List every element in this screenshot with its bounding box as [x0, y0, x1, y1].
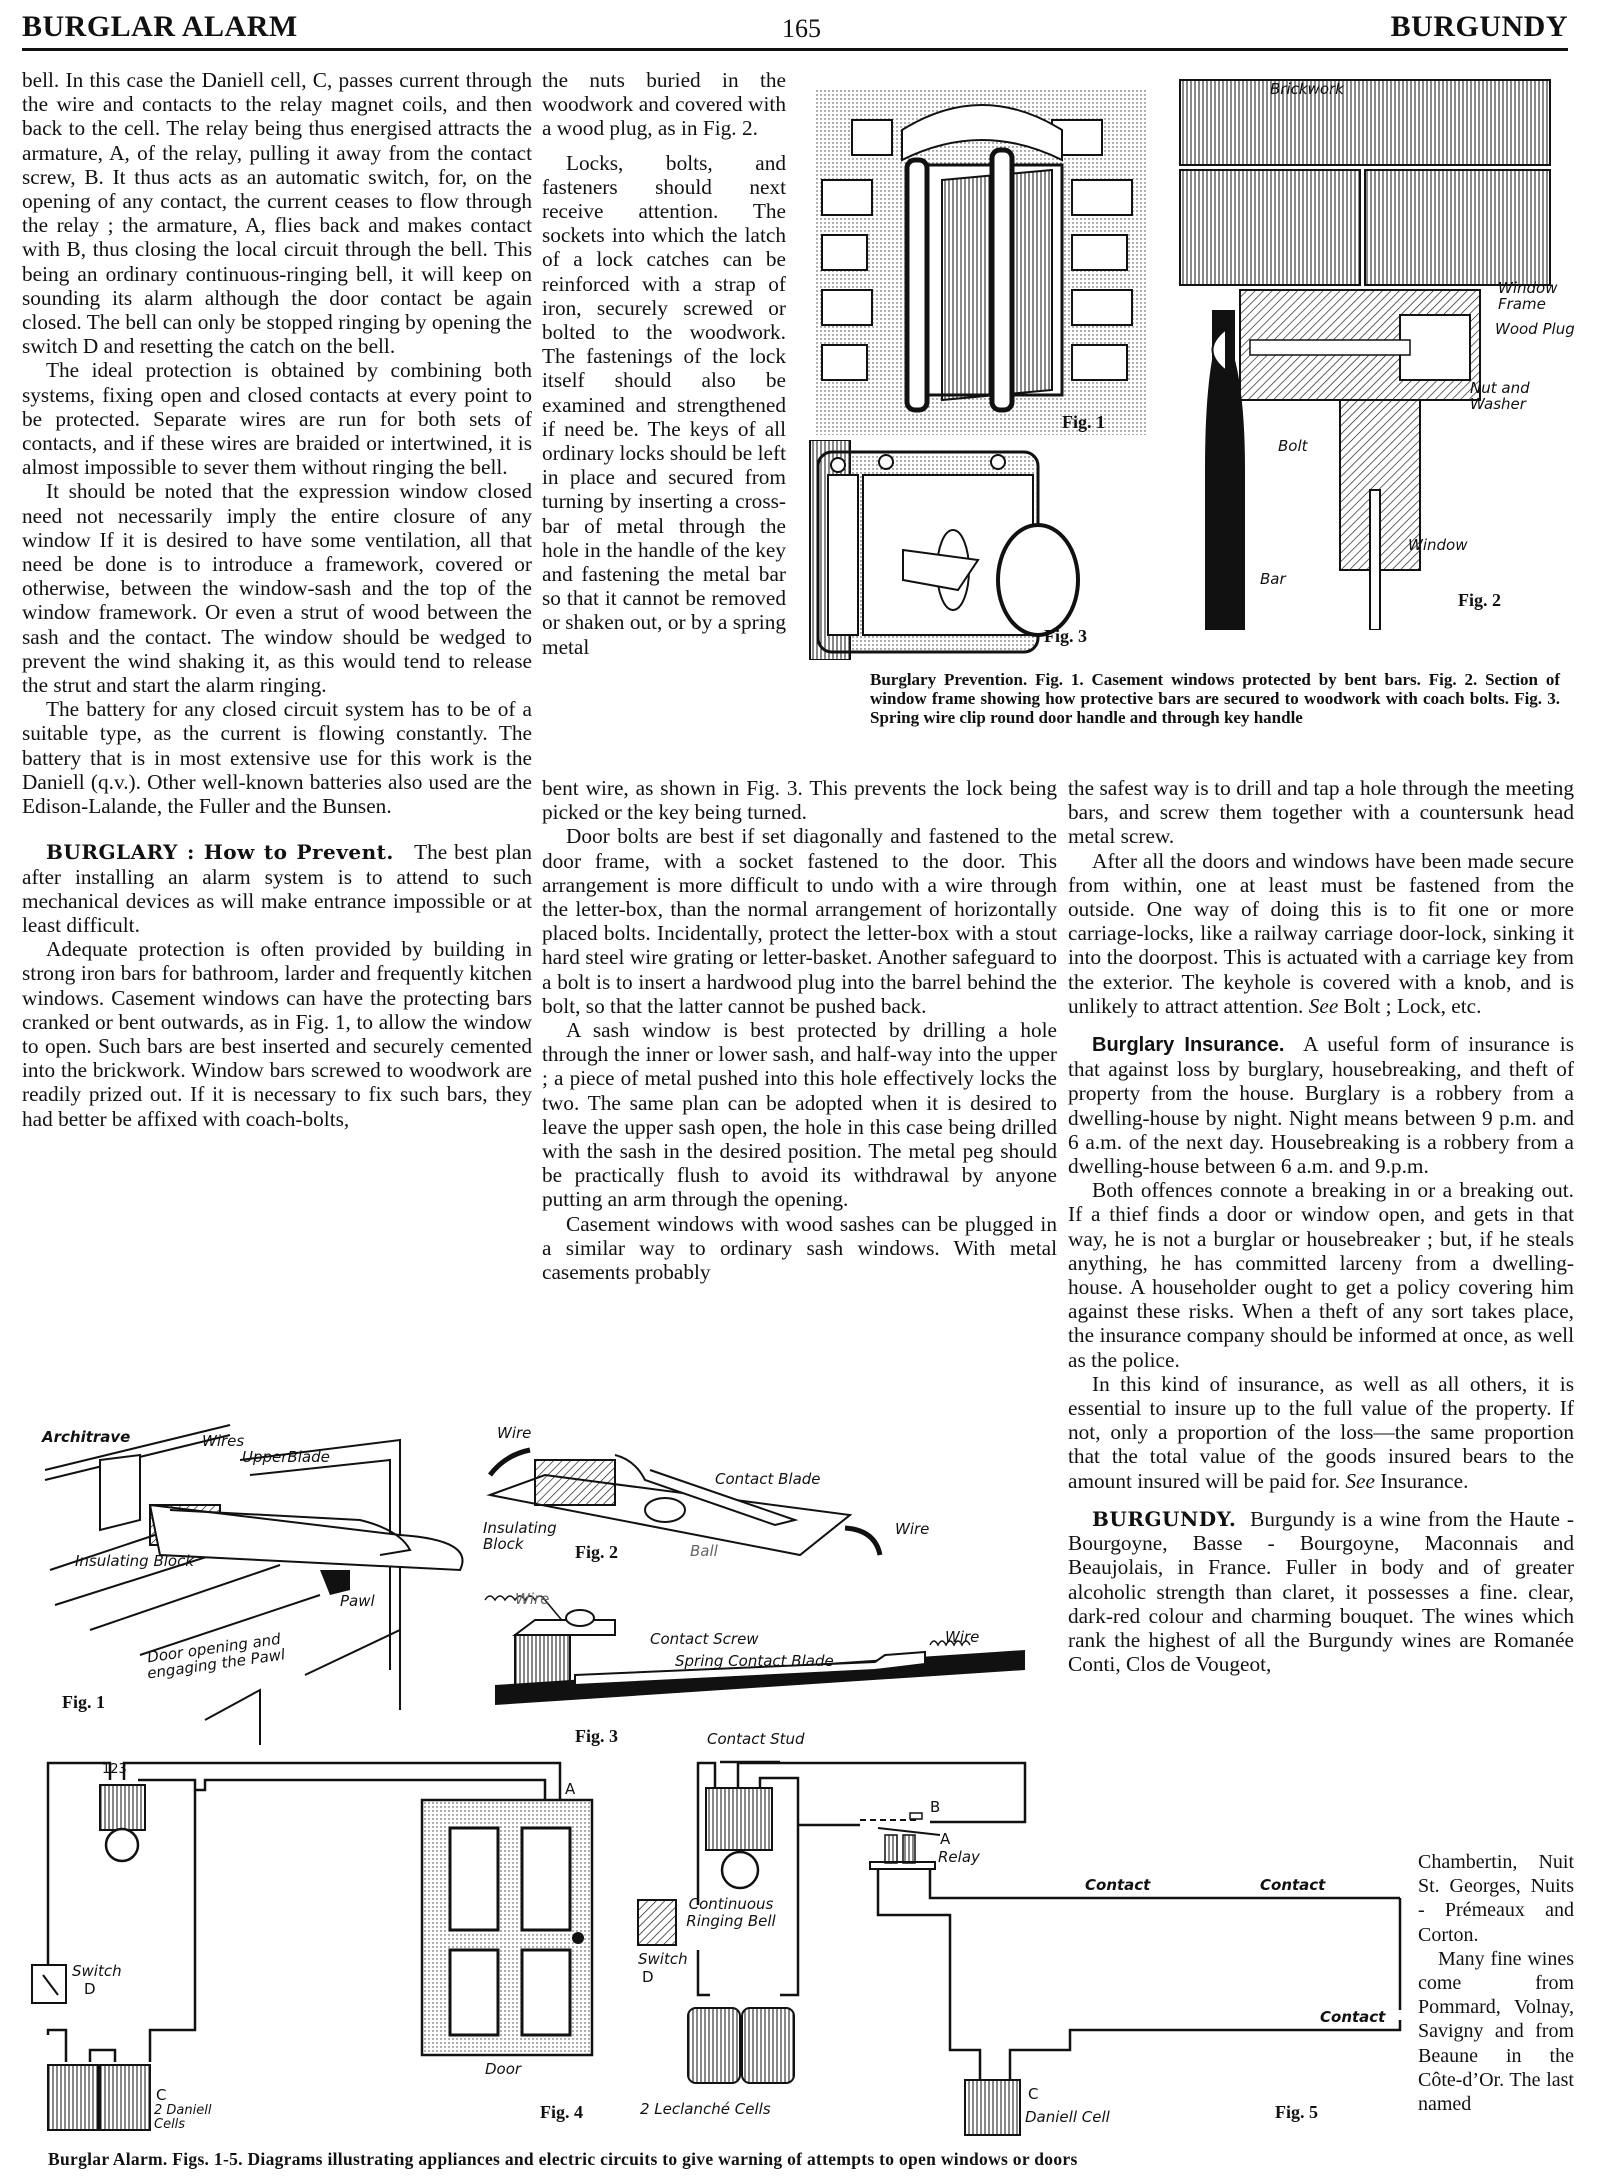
running-header [22, 8, 1568, 51]
fig2-label-wood-plug: Wood Plug [1495, 320, 1575, 338]
fig1-label-upper-blade: UpperBlade [242, 1448, 330, 1466]
paragraph: Chambertin, Nuit St. Georges, Nuits - Prémeaux and Corton. [1418, 1851, 1574, 1946]
column-3-narrow [1418, 1850, 1574, 2116]
cross-reference-link[interactable]: Bolt ; Lock, etc. [1343, 993, 1482, 1018]
alarm-fig1-label: Fig. 1 [62, 1692, 105, 1712]
prevention-fig1-label: Fig. 1 [1062, 412, 1105, 432]
paragraph-text: Burgundy is a wine from the Haute - Bourgoyne, Basse - Bourgoyne, Maconnais and Beaujolais, in France. Fuller in body and of greater alcoholic strength than claret, it possesses a fine. clear, dark-red colour and charming bouquet. The wines which rank the highest of all the Burgundy wines are Romanée Conti, Clos de Vougeot, [1068, 1506, 1574, 1677]
alarm-fig3-label: Fig. 3 [575, 1726, 618, 1746]
paragraph: Door bolts are best if set diagonally and fastened to the door frame, with a socket fastened to the door. This arrangement is more difficult to undo with a wire through the letter-box, than the normal arrangement of horizontally placed bolts. Incidentally, protect the letter-box with a stout hard steel wire grating or letter-basket. Another safeguard to a bolt is to insert a hardwood plug into the barrel behind the bolt, so that the latter cannot be pushed back. [542, 824, 1057, 1018]
see-reference: See [1345, 1468, 1375, 1493]
casement-window-illustration [812, 70, 1152, 440]
paragraph: A sash window is best protected by drilling a hole through the inner or lower sash, and half-way into the upper ; a piece of metal pushed into this hole effectively locks the two. The same plan can be adopted when it is desired to leave the upper sash open, the hole in this case being drilled with the sash in the desired position. The metal peg should be practically flush to avoid its withdrawal by anyone putting an arm through the opening. [542, 1018, 1057, 1212]
fig5-label-leclanche-cells: 2 Leclanché Cells [640, 2100, 771, 2118]
fig3-label-spring-contact-blade: Spring Contact Blade [675, 1652, 834, 1670]
section-heading-insurance: Burglary Insurance. [1092, 1034, 1285, 1057]
fig5-label-d: D [642, 1968, 654, 1986]
paragraph: bell. In this case the Daniell cell, C, passes current through the wire and contacts to the relay magnet coils, and then back to the cell. The relay being thus energised attracts the armature, A, of the relay, pulling it away from the contact screw, B. It thus acts as an automatic switch, for, on the opening of any contact, the current ceases to flow through the relay ; the armature, A, flies back and makes contact with B, thus closing the local circuit through the bell. This being an ordinary continuous-ringing bell, it will keep on sounding its alarm although the door contact be again closed. The bell can only be stopped ringing by opening the switch D and resetting the catch on the bell. [22, 68, 532, 359]
fig5-label-switch: Switch [638, 1950, 688, 1968]
fig5-label-a: A [940, 1830, 951, 1848]
fig4-label-door: Door [485, 2060, 522, 2078]
paragraph-text: A useful form of insurance is that against loss by burglary, housebreaking, and theft of property from the house. Burglary is a robbery from a dwelling-house by night. Night means between 9 p.m. and 6 a.m. of the next day. Housebreaking is a robbery from a dwelling-house between 6 a.m. and 9.p.m. [1068, 1032, 1574, 1179]
fig3-label-contact-screw: Contact Screw [650, 1630, 759, 1648]
paragraph-text: In this kind of insurance, as well as all others, it is essential to insure up to the full value of the property. If not, only a proportion of the loss—the same proportion that the total value of the goods insured bears to the amount insured will be paid for. [1068, 1371, 1574, 1493]
prevention-figure-caption: Burglary Prevention. Fig. 1. Casement windows protected by bent bars. Fig. 2. Section of window frame showing how protective bars are secured to woodwork with coach bolts. Fig. 3. Spring wire clip round door handle and through key handle [870, 670, 1560, 727]
paragraph: Many fine wines come from Pommard, Volnay, Savigny and from Beaune in the Côte-d’Or. The last named [1418, 1947, 1574, 2116]
prevention-fig3-label: Fig. 3 [1044, 626, 1087, 646]
alarm-fig5-label: Fig. 5 [1275, 2102, 1318, 2122]
prevention-fig3-lock [808, 440, 1178, 660]
paragraph: Both offences connote a breaking in or a breaking out. If a thief finds a door or window open, and gets in that way, he is not a burglar or housebreaker ; but, if he steals anything, he has committed larceny from a dwelling-house. A householder ought to get a policy covering him against these risks. When a theft of any sort takes place, the insurance company should be informed at once, as well as the police. [1068, 1178, 1574, 1372]
fig2-label-insulating-block: Insulating Block [483, 1519, 557, 1553]
fig2-label-bolt: Bolt [1278, 437, 1308, 455]
fig5-label-contact-1: Contact [1085, 1876, 1151, 1894]
burgundy-section [1068, 1507, 1574, 1676]
see-reference: See [1308, 993, 1339, 1018]
fig4-label-daniell-cells: 2 Daniell Cells [154, 2103, 212, 2132]
fig2-label-wire-left: Wire [497, 1424, 532, 1442]
paragraph [1068, 849, 1574, 1018]
window-frame-section-illustration [1170, 70, 1590, 630]
fig5-label-continuous-bell: Continuous Ringing Bell [686, 1895, 776, 1930]
column-3 [1068, 776, 1574, 1676]
fig2-label-window-frame: Window Frame [1498, 279, 1558, 313]
fig2-label-contact-blade: Contact Blade [715, 1470, 821, 1488]
fig2-label-brickwork: Brickwork [1270, 80, 1344, 98]
fig1-label-door-opening: Door opening and engaging the Pawl [146, 1629, 287, 1683]
fig5-label-c: C [1028, 2085, 1039, 2103]
prevention-fig1-casement-window [812, 70, 1152, 440]
paragraph: The ideal protection is obtained by combining both systems, fixing open and closed contacts at every point to be protected. Separate wires are run for both sets of contacts, and if these wires are braided or intertwined, it is almost impossible to sever them without ringing the bell. [22, 358, 532, 480]
spring-contact-illustration [475, 1590, 1035, 1750]
fig4-label-a: A [565, 1780, 576, 1798]
fig5-label-daniell-cell: Daniell Cell [1025, 2108, 1110, 2126]
prevention-fig2-window-frame-section [1170, 70, 1590, 630]
alarm-fig2-window-contact [475, 1420, 955, 1570]
insurance-section [1068, 1032, 1574, 1178]
section-heading-burglary: BURGLARY : How to Prevent. [46, 840, 394, 865]
paragraph: Locks, bolts, and fasteners should next receive attention. The sockets into which the latch of a lock catches can be reinforced with a strap of iron, securely screwed or bolted to the woodwork. The fastenings of the lock itself should also be examined and strengthened if need be. The keys of all ordinary locks should be left in place and secured from turning by inserting a cross-bar of metal through the hole in the handle of the key and fastening the metal bar so that it cannot be removed or shaken out, or by a spring metal [542, 150, 786, 659]
paragraph: The battery for any closed circuit system has to be of a suitable type, as the current is flowing constantly. The battery that is in most extensive use for this work is the Daniell (q.v.). Other well-known batteries also used are the Edison-Lalande, the Fuller and the Bunsen. [22, 697, 532, 819]
fig3-label-wire-right: Wire [945, 1628, 980, 1646]
paragraph: Adequate protection is often provided by building in strong iron bars for bathroom, larder and frequently kitchen windows. Casement windows can have the protecting bars cranked or bent outwards, as in Fig. 1, to allow the window to open. Such bars are best inserted and securely cemented into the brickwork. Window bars screwed to woodwork are readily prized out. If it is necessary to fix such bars, they had better be affixed with coach-bolts, [22, 937, 532, 1131]
fig4-label-d: D [84, 1980, 96, 1998]
paragraph-text: The best plan after installing an alarm system is to attend to such mechanical devices as will make entrance impossible or at least difficult. [22, 840, 533, 937]
paragraph: It should be noted that the expression window closed need not necessarily imply the entire closure of any window If it is desired to have some ventilation, all that need be done is to introduce a framework, covered or otherwise, between the window-sash and the top of the window framework. Or even a strut of wood between the sash and the contact. The window should be wedged to prevent the wind shaking it, as this would tend to release the strut and start the alarm ringing. [22, 479, 532, 698]
alarm-fig2-label: Fig. 2 [575, 1542, 618, 1562]
fig3-label-wire-left: Wire [515, 1590, 550, 1608]
paragraph: the safest way is to drill and tap a hole through the meeting bars, and screw them together with a countersunk head metal screw. [1068, 776, 1574, 849]
header-right-title: BURGUNDY [1390, 10, 1568, 43]
header-left-title: BURGLAR ALARM [22, 10, 298, 43]
paragraph: the nuts buried in the woodwork and covered with a wood plug, as in Fig. 2. [542, 68, 786, 141]
column-2-bottom [542, 776, 1057, 1284]
fig5-label-contact-3: Contact [1320, 2008, 1386, 2026]
fig2-label-window: Window [1408, 536, 1468, 554]
alarm-figure-caption: Burglar Alarm. Figs. 1-5. Diagrams illustrating appliances and electric circuits to give warning of attempts to open windows or doors [48, 2149, 1078, 2169]
fig5-label-b: B [930, 1798, 941, 1816]
fig4-label-switch: Switch [72, 1962, 122, 1980]
paragraph: bent wire, as shown in Fig. 3. This prevents the lock being picked or the key being turned. [542, 776, 1057, 825]
alarm-fig5-closed-circuit [620, 1750, 1410, 2140]
page-number: 165 [782, 14, 821, 43]
column-2-top [542, 68, 786, 659]
alarm-fig3-spring-contact [475, 1590, 1035, 1750]
column-1 [22, 68, 532, 1131]
fig4-label-terminals: 123 [102, 1762, 127, 1777]
cross-reference-link[interactable]: Insurance. [1380, 1468, 1469, 1493]
fig4-label-c: C [156, 2086, 167, 2104]
fig5-label-contact-2: Contact [1260, 1876, 1326, 1894]
fig1-label-insulating-block: Insulating Block [75, 1552, 195, 1570]
paragraph-text: After all the doors and windows have been made secure from within, one at least must be fastened from the outside. One way of doing this is to fit one or more carriage-locks, like a railway carriage door-lock, sinking it into the doorpost. This is actuated with a carriage key from the exterior. The keyhole is covered with a knob, and is unlikely to attract attention. [1068, 848, 1574, 1018]
fig1-label-architrave: Architrave [42, 1428, 131, 1446]
lock-illustration [808, 440, 1178, 660]
open-circuit-diagram [0, 1750, 600, 2140]
fig2-label-ball: Ball [690, 1542, 718, 1560]
closed-circuit-diagram [620, 1750, 1410, 2140]
fig2-label-wire-right: Wire [895, 1520, 930, 1538]
fig3-label-contact-stud: Contact Stud [707, 1730, 805, 1748]
fig1-label-pawl: Pawl [340, 1592, 375, 1610]
fig5-label-relay: Relay [938, 1848, 980, 1866]
alarm-fig4-open-circuit [0, 1750, 600, 2140]
fig1-label-wires: Wires [202, 1432, 245, 1450]
paragraph: Casement windows with wood sashes can be plugged in a similar way to ordinary sash windows. With metal casements probably [542, 1211, 1057, 1285]
fig2-label-bar: Bar [1260, 570, 1286, 588]
prevention-fig2-label: Fig. 2 [1458, 590, 1501, 610]
section-heading-burgundy: BURGUNDY. [1092, 1506, 1237, 1531]
paragraph [1068, 1372, 1574, 1493]
burglary-section [22, 840, 532, 937]
alarm-fig4-label: Fig. 4 [540, 2102, 583, 2122]
fig2-label-nut-and-washer: Nut and Washer [1470, 379, 1530, 413]
alarm-fig1-door-contact [20, 1420, 470, 1750]
